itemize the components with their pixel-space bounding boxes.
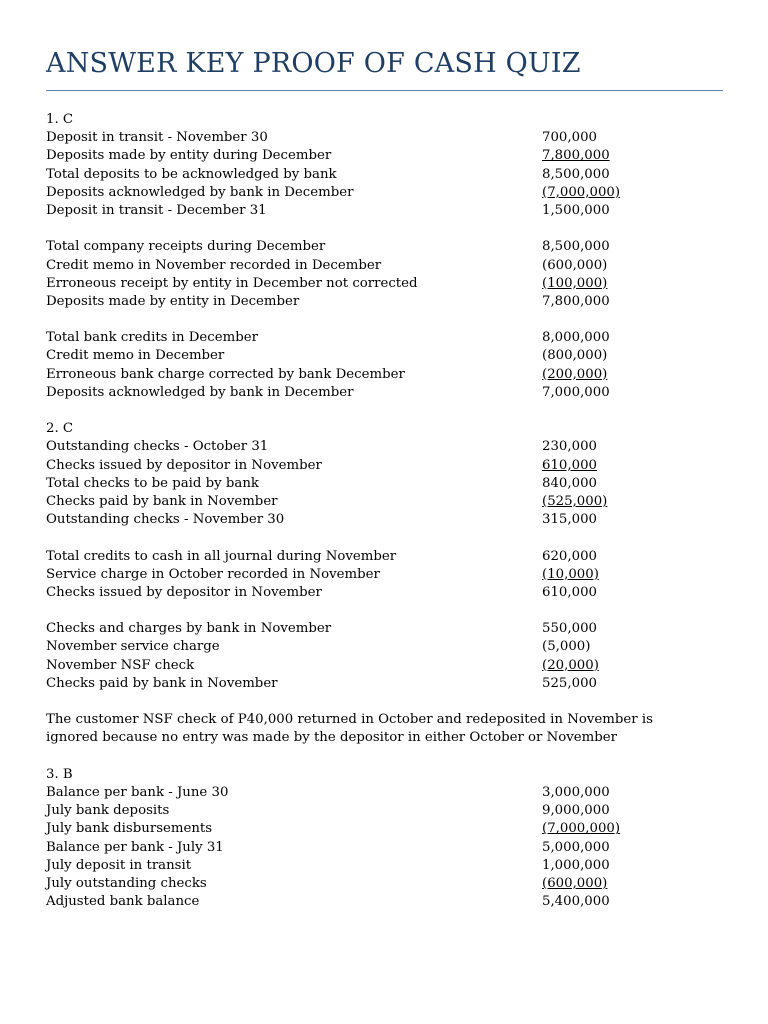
ledger-row — [46, 893, 726, 911]
row-label: Outstanding checks - November 30 — [46, 512, 285, 528]
ledger-row — [46, 184, 726, 202]
row-amount: 230,000 — [542, 439, 597, 455]
ledger-row — [46, 147, 726, 165]
ledger-row — [46, 839, 726, 857]
explanation-paragraph: The customer NSF check of P40,000 returned in October and redeposited in November is ignored because no entry was made by the depositor in either October or November — [46, 712, 653, 746]
ledger-row — [46, 457, 726, 475]
row-amount: 610,000 — [542, 584, 597, 600]
row-amount: (600,000) — [542, 875, 608, 891]
row-amount: 840,000 — [542, 475, 597, 491]
ledger-row — [46, 657, 726, 675]
ledger-row — [46, 857, 726, 875]
ledger-row — [46, 548, 726, 566]
row-amount: (10,000) — [542, 566, 599, 582]
row-amount: 8,500,000 — [542, 166, 610, 182]
question-number: 2. C — [46, 421, 74, 437]
row-amount: 7,800,000 — [542, 148, 610, 164]
row-amount: (20,000) — [542, 657, 599, 673]
ledger-row — [46, 347, 726, 365]
row-amount: 315,000 — [542, 512, 597, 528]
row-amount: (600,000) — [542, 257, 608, 273]
row-label: Outstanding checks - October 31 — [46, 439, 269, 455]
question-number: 3. B — [46, 766, 73, 782]
row-label: Credit memo in December — [46, 348, 225, 364]
ledger-row — [46, 238, 726, 256]
blank-line — [46, 402, 726, 420]
row-label: Checks issued by depositor in November — [46, 584, 322, 600]
ledger-row — [46, 638, 726, 656]
row-label: Checks paid by bank in November — [46, 493, 278, 509]
row-amount: 8,500,000 — [542, 239, 610, 255]
row-label: July outstanding checks — [46, 875, 207, 891]
title-underline-divider — [46, 90, 723, 91]
ledger-row — [46, 257, 726, 275]
question-heading — [46, 420, 726, 438]
row-amount: 5,400,000 — [542, 894, 610, 910]
ledger-row — [46, 511, 726, 529]
blank-line — [46, 693, 726, 711]
row-amount: 525,000 — [542, 675, 597, 691]
row-label: Total bank credits in December — [46, 330, 258, 346]
ledger-row — [46, 584, 726, 602]
row-label: Total company receipts during December — [46, 239, 326, 255]
row-amount: (800,000) — [542, 348, 608, 364]
ledger-row — [46, 620, 726, 638]
row-label: Service charge in October recorded in November — [46, 566, 380, 582]
row-label: Adjusted bank balance — [46, 894, 200, 910]
row-label: July bank disbursements — [46, 821, 213, 837]
row-amount: 610,000 — [542, 457, 597, 473]
question-heading — [46, 766, 726, 784]
ledger-row — [46, 129, 726, 147]
blank-line — [46, 311, 726, 329]
row-amount: (7,000,000) — [542, 821, 621, 837]
blank-line — [46, 602, 726, 620]
row-label: Total deposits to be acknowledged by bank — [46, 166, 337, 182]
ledger-row — [46, 166, 726, 184]
blank-line — [46, 748, 726, 766]
row-amount: 1,000,000 — [542, 857, 610, 873]
row-label: Deposits made by entity in December — [46, 293, 300, 309]
row-amount: 3,000,000 — [542, 784, 610, 800]
row-amount: 550,000 — [542, 621, 597, 637]
ledger-row — [46, 802, 726, 820]
row-amount: (525,000) — [542, 493, 608, 509]
row-label: Deposits acknowledged by bank in December — [46, 184, 354, 200]
row-label: Checks issued by depositor in November — [46, 457, 322, 473]
row-amount: 9,000,000 — [542, 803, 610, 819]
row-amount: (200,000) — [542, 366, 608, 382]
row-amount: 7,800,000 — [542, 293, 610, 309]
row-label: Erroneous bank charge corrected by bank December — [46, 366, 405, 382]
ledger-row — [46, 475, 726, 493]
row-label: Deposits made by entity during December — [46, 148, 332, 164]
row-label: July bank deposits — [46, 803, 170, 819]
row-label: Credit memo in November recorded in December — [46, 257, 382, 273]
row-label: Checks and charges by bank in November — [46, 621, 332, 637]
question-number: 1. C — [46, 112, 74, 127]
row-amount: 8,000,000 — [542, 330, 610, 346]
ledger-row — [46, 820, 726, 838]
blank-line — [46, 529, 726, 547]
row-amount: 7,000,000 — [542, 384, 610, 400]
ledger-row — [46, 675, 726, 693]
row-amount: 1,500,000 — [542, 202, 610, 218]
row-label: Balance per bank - June 30 — [46, 784, 229, 800]
row-label: Total checks to be paid by bank — [46, 475, 259, 491]
ledger-row — [46, 366, 726, 384]
row-amount: (5,000) — [542, 639, 591, 655]
row-label: Checks paid by bank in November — [46, 675, 278, 691]
row-label: Deposits acknowledged by bank in December — [46, 384, 354, 400]
ledger-row — [46, 566, 726, 584]
row-label: November NSF check — [46, 657, 195, 673]
row-amount: 620,000 — [542, 548, 597, 564]
ledger-row — [46, 875, 726, 893]
answer-key-body — [46, 111, 726, 911]
row-label: Deposit in transit - December 31 — [46, 202, 267, 218]
row-amount: (100,000) — [542, 275, 608, 291]
blank-line — [46, 220, 726, 238]
row-label: November service charge — [46, 639, 220, 655]
ledger-row — [46, 329, 726, 347]
row-label: Deposit in transit - November 30 — [46, 130, 268, 146]
ledger-row — [46, 493, 726, 511]
row-amount: 5,000,000 — [542, 839, 610, 855]
ledger-row — [46, 438, 726, 456]
row-label: July deposit in transit — [46, 857, 192, 873]
page-title: ANSWER KEY PROOF OF CASH QUIZ — [46, 48, 581, 79]
row-label: Balance per bank - July 31 — [46, 839, 224, 855]
question-heading — [46, 111, 726, 129]
row-label: Total credits to cash in all journal during November — [46, 548, 397, 564]
ledger-row — [46, 275, 726, 293]
ledger-row — [46, 202, 726, 220]
ledger-row — [46, 384, 726, 402]
ledger-row — [46, 784, 726, 802]
row-label: Erroneous receipt by entity in December not corrected — [46, 275, 418, 291]
row-amount: (7,000,000) — [542, 184, 621, 200]
ledger-row — [46, 293, 726, 311]
row-amount: 700,000 — [542, 130, 597, 146]
